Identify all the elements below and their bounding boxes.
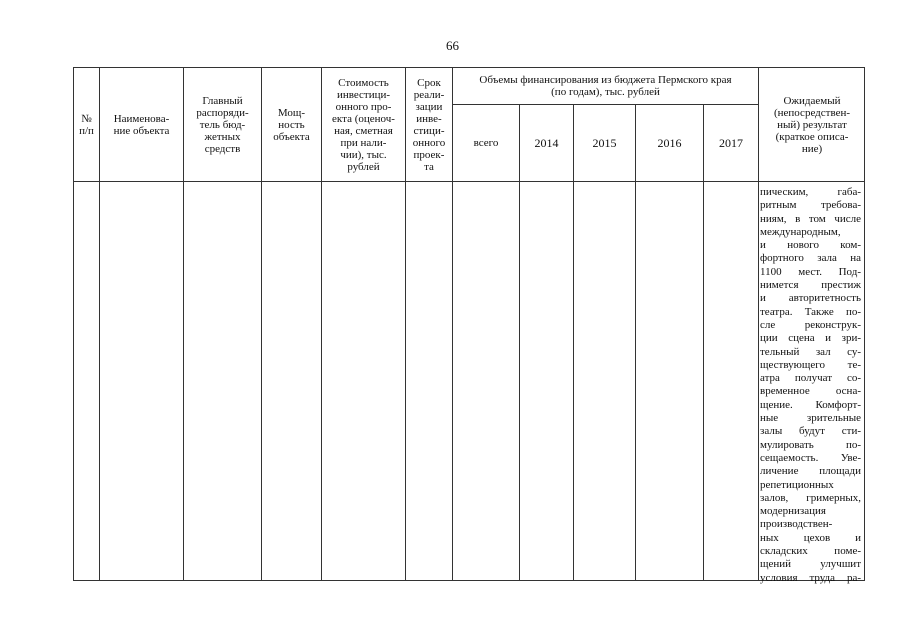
text-line: фортного зала на xyxy=(760,252,861,265)
text-line: театра. Также по- xyxy=(760,305,861,318)
header-budget-administrator: Главный распоряди- тель бюд- жетных средств xyxy=(196,94,249,155)
text-line: сле реконструк- xyxy=(760,318,861,331)
header-total: всего xyxy=(473,137,499,149)
text-line: ниям, в том числе xyxy=(760,212,861,225)
text-line: тельный зал су- xyxy=(760,345,861,358)
header-number: № п/п xyxy=(79,112,94,137)
text-line: репетиционных xyxy=(760,478,834,491)
text-line: условия труда ра- xyxy=(760,571,861,584)
header-bottom-line xyxy=(73,181,865,182)
text-line: складских поме- xyxy=(760,545,861,558)
header-funding-volumes: Объемы финансирования из бюджета Пермского края (по годам), тыс. рублей xyxy=(479,74,732,98)
header-year-2017: 2017 xyxy=(719,136,743,150)
text-line: атра получат со- xyxy=(760,372,861,385)
text-line: пическим, габа- xyxy=(760,186,861,198)
text-line: и авторитетность xyxy=(760,292,861,305)
header-project-cost: Стоимость инвестици- онного про- екта (оценоч- ная, сметная при нали- чии), тыс. рублей xyxy=(332,76,395,173)
text-line: залы будут сти- xyxy=(760,425,861,438)
text-line: ные зрительные xyxy=(760,412,861,425)
text-line: сещаемость. Уве- xyxy=(760,451,861,464)
expected-result-text xyxy=(760,186,861,585)
text-line: и нового ком- xyxy=(760,239,861,252)
header-capacity: Мощ- ность объекта xyxy=(273,106,310,143)
header-expected-result: Ожидаемый (непосредствен- ный) результат (краткое описа- ние) xyxy=(773,94,851,155)
text-line: ществующего те- xyxy=(760,358,861,371)
text-line: ных цехов и xyxy=(760,531,861,544)
page-number: 66 xyxy=(446,38,459,53)
text-line: производствен- xyxy=(760,518,833,531)
header-year-2015: 2015 xyxy=(592,136,617,150)
text-line: щений улучшит xyxy=(760,558,861,571)
header-year-2016: 2016 xyxy=(657,136,682,150)
text-line: модернизация xyxy=(760,505,826,518)
text-line: нимется престиж xyxy=(760,279,861,292)
text-line: международным, xyxy=(760,225,841,238)
header-implementation-term: Срок реали- зации инве- стици- онного проек- та xyxy=(412,76,446,173)
text-line: ритным требова- xyxy=(760,199,861,212)
header-object-name: Наименова- ние объекта xyxy=(113,112,170,137)
text-line: личение площади xyxy=(760,465,861,478)
text-line: ции сцена и зри- xyxy=(760,332,861,345)
text-line: щение. Комфорт- xyxy=(760,398,861,411)
header-year-2014: 2014 xyxy=(534,136,559,150)
text-line: залов, гримерных, xyxy=(760,491,861,504)
text-line: 1100 мест. Под- xyxy=(760,265,861,278)
text-line: временное осна- xyxy=(760,385,861,398)
text-line: мулировать по- xyxy=(760,438,861,451)
